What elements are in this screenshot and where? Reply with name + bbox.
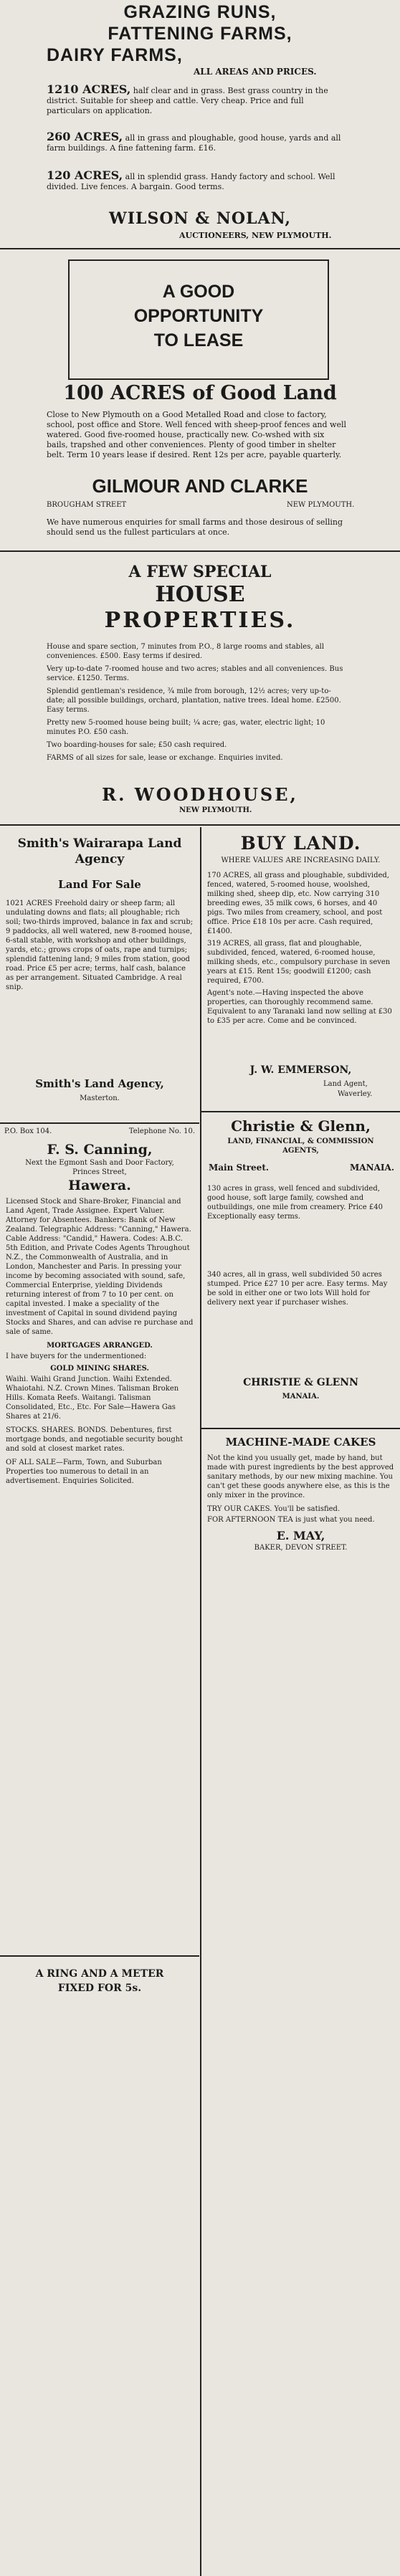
ad-subtitle: Land For Sale xyxy=(58,878,141,891)
firm-town-footer: MANAIA. xyxy=(282,1393,320,1401)
property-item: Splendid gentleman's residence, ¾ mile from borough, 12½ acres; very up-to-date; all possible buildings, orchard, plantation, native trees. Ideal home. £2500. Easy terms. xyxy=(47,687,341,714)
listing-text: half clear and in grass. Best grass country in the district. Suitable for sheep and cattle. Very cheap. Price and full particulars on application. xyxy=(47,86,328,115)
stocks-text: STOCKS. SHARES. BONDS. Debentures, first mortgage bonds, and negotiable security bought and sold at closest market rates. xyxy=(6,1426,184,1453)
firm-town: NEW PLYMOUTH. xyxy=(179,806,252,814)
listing-120 xyxy=(47,168,348,192)
ad-body: 1021 ACRES Freehold dairy or sheep farm; all undulating downs and flats; all ploughable; rich soil; two-thirds improved, balance in fax and scrub; 9 paddocks, all well watered, new 8-roomed house, 6-stall stable, with workshop and other buildings, yards, etc.; grows crops of oats, rape and turnips; splendid fattening land; 9 miles from station, good road. Price £5 per acre; terms, half cash, balance as per arrangement. Situated Cambridge. A real snip. xyxy=(6,900,194,991)
gold-mining-heading: GOLD MINING SHARES. xyxy=(50,1365,149,1373)
ad-title: Smith's Wairarapa Land Agency xyxy=(17,836,182,867)
firm-name: Smith's Land Agency, xyxy=(35,1077,164,1090)
try-cakes: TRY OUR CAKES. You'll be satisfied. xyxy=(207,1505,341,1513)
listing-260 xyxy=(47,132,348,153)
ad-body: Licensed Stock and Share-Broker, Financial and Land Agent, Trade Assignee. Expert Valuer. Attorney for Absentees. Bankers: Bank of New Zealand. Telegraphic Address: "Canning," Hawera. Cable Address: "Candid," Hawera. Codes: A.B.C. 5th Edition, and Private Codes Agents Throughout N.Z., the Commonwealth of Australia, and in London, Manchester and Paris. In pressing your income by becoming associated with sound, safe, Commercial Enterprise, yielding Dividends returning interest of from 7 to 10 per cent. on capital invested. I make a speciality of the investment of Capital in sound dividend paying Stocks and Shares, and can advise re purchase and sale of same. xyxy=(6,1198,194,1336)
property-item: Pretty new 5-roomed house being built; ¼ acre; gas, water, electric light; 10 minutes P.O. £50 cash. xyxy=(47,719,325,736)
listing-head: 120 ACRES, xyxy=(47,168,123,182)
buyers-line: I have buyers for the undermentioned: xyxy=(6,1353,147,1360)
ad-subtitle: ALL AREAS AND PRICES. xyxy=(194,67,317,77)
box-line1: A GOOD xyxy=(162,282,235,302)
firm-name-footer: CHRISTIE & GLENN xyxy=(243,1377,358,1388)
firm-subtitle: LAND, FINANCIAL, & COMMISSION AGENTS, xyxy=(227,1137,374,1155)
listing-319: 319 ACRES, all grass, flat and ploughable, subdivided, fenced, watered, 6-roomed house, milking sheds, etc., compulsory purchase in seven years at £15. Rent 15s; goodwill £1200; cash required, £700. xyxy=(207,940,391,985)
two-column-classifieds xyxy=(0,827,400,2576)
firm-street: Princes Street, xyxy=(72,1168,127,1176)
right-column xyxy=(201,827,400,2576)
ad-title-line2: FATTENING FARMS, xyxy=(108,24,292,44)
ad-title-line3: DAIRY FARMS, xyxy=(47,45,183,65)
firm-name: WILSON & NOLAN, xyxy=(109,209,291,228)
fs-canning-ad xyxy=(0,1124,199,1957)
box-line3: TO LEASE xyxy=(153,330,244,350)
firm-name: R. WOODHOUSE, xyxy=(102,784,298,805)
lease-headline: 100 ACRES of Good Land xyxy=(63,382,337,404)
po-box: P.O. Box 104. xyxy=(4,1127,52,1135)
ad-title: BUY LAND. xyxy=(240,833,361,854)
ad-body: Not the kind you usually get, made by hand, but made with purest ingredients by the best approved sanitary methods, by our new mixing machine. You can't get these goods anywhere else, as this is the only mixer in the province. xyxy=(207,1454,394,1499)
firm-name: Christie & Glenn, xyxy=(231,1117,371,1135)
ad-line1: A RING AND A METER xyxy=(35,1968,164,1980)
listing-head: 260 ACRES, xyxy=(47,130,123,143)
telephone: Telephone No. 10. xyxy=(128,1127,195,1135)
agent-name: J. W. EMMERSON, xyxy=(249,1064,352,1076)
left-column xyxy=(0,827,199,2576)
ad-title-line1: A FEW SPECIAL xyxy=(128,563,272,581)
afternoon-tea: FOR AFTERNOON TEA is just what you need. xyxy=(207,1516,375,1524)
lease-box xyxy=(68,259,329,380)
ad-subtitle: WHERE VALUES ARE INCREASING DAILY. xyxy=(221,857,381,864)
shares-list: Waihi. Waihi Grand Junction. Waihi Extended. Whaiotahi. N.Z. Crown Mines. Talisman Broken Hills. Komata Reefs. Waitangi. Talisman Consolidated, Etc., Etc. For Sale—Hawera Gas Shares at 21/6. xyxy=(6,1375,179,1421)
mortgages-heading: MORTGAGES ARRANGED. xyxy=(47,1342,153,1350)
listing-340: 340 acres, all in grass, well subdivided 50 acres stumped. Price £27 10 per acre. Easy terms. May be sold in either one or two lots Will hold for delivery next year if purchaser wishes. xyxy=(207,1271,388,1307)
firm-town: Masterton. xyxy=(80,1094,120,1102)
listing-head: 1210 ACRES, xyxy=(47,82,131,96)
christie-glenn-ad xyxy=(201,1112,400,1429)
ad-title-line3: PROPERTIES. xyxy=(104,608,296,633)
property-item: House and spare section, 7 minutes from P.O., 8 large rooms and stables, all conveniences. £500. Easy terms if desired. xyxy=(47,643,325,660)
listing-1210 xyxy=(47,82,348,116)
sale-text: OF ALL SALE—Farm, Town, and Suburban Properties too numerous to detail in an advertisement. Enquiries Solicited. xyxy=(6,1459,162,1485)
e-may-bakery-ad xyxy=(201,1429,400,1616)
gilmour-clarke-ad xyxy=(0,251,400,552)
agents-note: Agent's note.—Having inspected the above properties, can thoroughly recommend same. Equivalent to any Taranaki land now selling at £30 to £35 per acre. Come and be convinced. xyxy=(207,989,392,1025)
ad-line2: FIXED FOR 5s. xyxy=(57,1983,142,1994)
ad-title-line1: GRAZING RUNS, xyxy=(123,2,277,22)
ad-title-line2: HOUSE xyxy=(155,582,245,607)
listing-130: 130 acres in grass, well fenced and subdivided, good house, soft large family, cowshed and outbuildings, one mile from creamery. Price £40 Exceptionally easy terms. xyxy=(207,1185,383,1221)
firm-subtitle: AUCTIONEERS, NEW PLYMOUTH. xyxy=(179,231,332,240)
listing-text: all in splendid grass. Handy factory and school. Well divided. Live fences. A bargain. Good terms. xyxy=(47,172,335,191)
property-item: Very up-to-date 7-roomed house and two acres; stables and all conveniences. Bus service. £1250. Terms. xyxy=(47,665,343,682)
baker-address: BAKER, DEVON STREET. xyxy=(254,1544,348,1552)
firm-address: Next the Egmont Sash and Door Factory, xyxy=(25,1159,174,1167)
ring-meter-ad xyxy=(0,1960,199,2017)
property-item: Two boarding-houses for sale; £50 cash required. xyxy=(47,741,227,749)
firm-town: Hawera. xyxy=(68,1178,131,1193)
property-list xyxy=(47,642,348,763)
firm-name: F. S. Canning, xyxy=(47,1142,153,1158)
firm-town: MANAIA. xyxy=(350,1163,394,1173)
ad-title: MACHINE-MADE CAKES xyxy=(225,1436,376,1449)
smiths-land-agency-ad xyxy=(0,827,199,1124)
woodhouse-ad xyxy=(0,553,400,826)
firm-town: NEW PLYMOUTH. xyxy=(287,501,355,509)
box-line2: OPPORTUNITY xyxy=(133,306,264,326)
firm-street: BROUGHAM STREET xyxy=(47,501,127,509)
listing-text: all in grass and ploughable, good house, yards and all farm buildings. A fine fattening farm. £16. xyxy=(47,133,341,153)
baker-name: E. MAY, xyxy=(276,1529,325,1542)
lease-body: Close to New Plymouth on a Good Metalled Road and close to factory, school, post office and Store. Well fenced with sheep-proof fences and well watered. Good five-roomed house, practically new. Co-wshed with six bails, trapshed and other conveniences. Plenty of good timber in shelter belt. Term 10 years lease if desired. Rent 12s per acre, payable quarterly. xyxy=(47,410,347,459)
wilson-nolan-ad xyxy=(0,0,400,249)
firm-name: GILMOUR AND CLARKE xyxy=(92,475,308,497)
agent-town: Waverley. xyxy=(338,1090,373,1098)
firm-street: Main Street. xyxy=(209,1163,270,1173)
listing-170: 170 ACRES, all grass and ploughable, subdivided, fenced, watered, 5-roomed house, woolshed, milking shed, sheep dip, etc. Now carrying 310 breeding ewes, 35 milk cows, 6 horses, and 40 pigs. Two miles from creamery, school, and post office. Price £18 10s per acre. Cash required, £1400. xyxy=(207,872,389,935)
buy-land-ad xyxy=(201,827,400,1112)
agent-role: Land Agent, xyxy=(323,1080,368,1088)
property-item: FARMS of all sizes for sale, lease or exchange. Enquiries invited. xyxy=(47,754,283,762)
firm-note: We have numerous enquiries for small farms and those desirous of selling should send us the fullest particulars at once. xyxy=(47,517,343,537)
